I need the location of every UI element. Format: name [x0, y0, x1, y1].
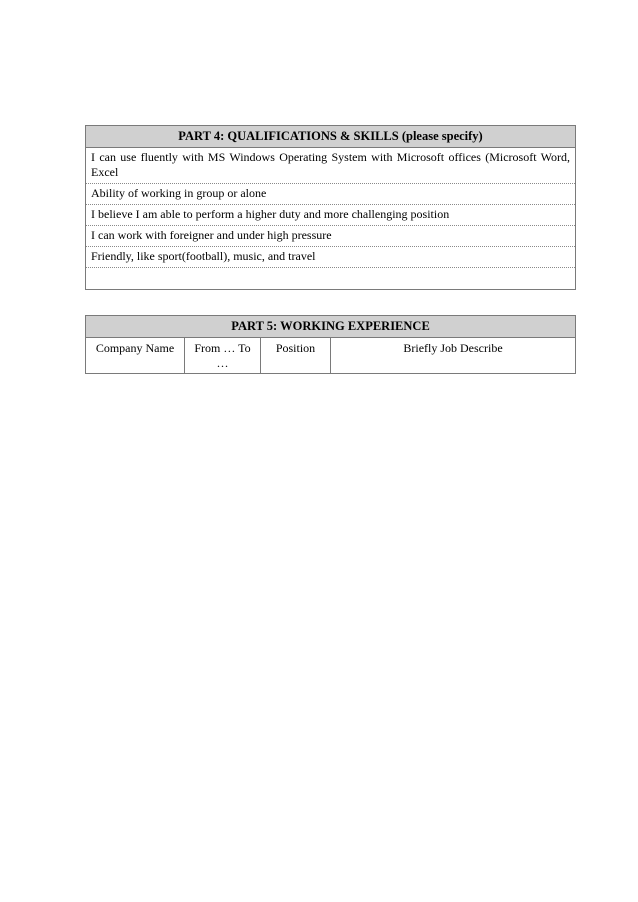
working-experience-table	[85, 315, 576, 374]
from-to-header-line1: From … To	[194, 341, 251, 355]
skill-row-empty	[86, 268, 576, 290]
from-to-header-line2: …	[216, 356, 229, 370]
skill-row: I can use fluently with MS Windows Operating System with Microsoft offices (Microsoft Word, Excel	[86, 148, 576, 184]
qualifications-skills-table	[85, 125, 576, 290]
skill-row: Friendly, like sport(football), music, and travel	[86, 247, 576, 268]
skill-row: I can work with foreigner and under high pressure	[86, 226, 576, 247]
part5-title: PART 5: WORKING EXPERIENCE	[86, 316, 576, 338]
from-to-header	[185, 338, 261, 374]
company-name-header: Company Name	[86, 338, 185, 374]
position-header: Position	[261, 338, 331, 374]
skill-row: Ability of working in group or alone	[86, 184, 576, 205]
job-description-header: Briefly Job Describe	[331, 338, 576, 374]
part4-title: PART 4: QUALIFICATIONS & SKILLS (please specify)	[86, 126, 576, 148]
skill-row: I believe I am able to perform a higher duty and more challenging position	[86, 205, 576, 226]
